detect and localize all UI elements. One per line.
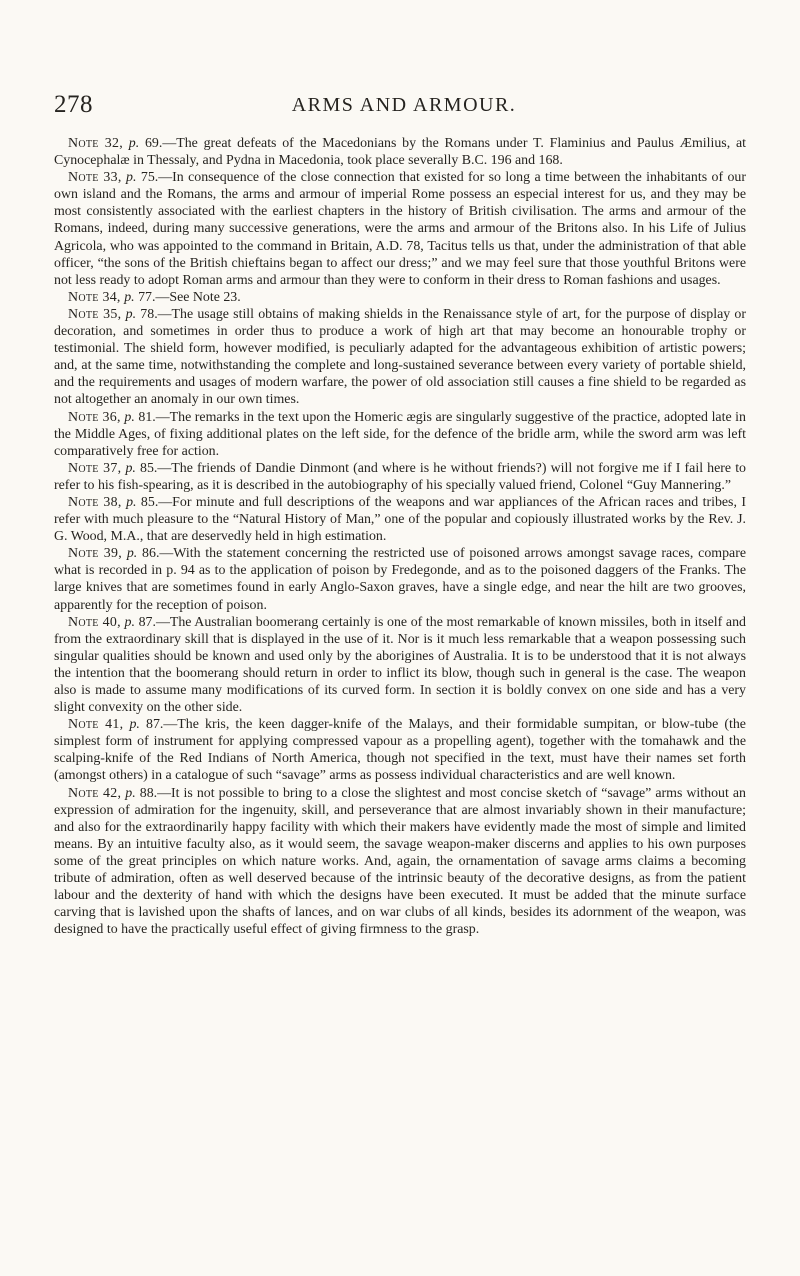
page-ref: p. xyxy=(124,614,135,630)
note-label: Note 42, xyxy=(68,785,122,801)
note-39 xyxy=(54,545,746,613)
running-title: ARMS AND ARMOUR. xyxy=(291,94,517,116)
page-number: 278 xyxy=(54,91,93,118)
note-text: 88.—It is not possible to bring to a close the slightest and most concise sketch of “savage” arms without an expression of admiration for the ingenuity, skill, and perseverance that are almost invariably shown in their manufacture; and also for the extraordinarily happy facility with which their makers have evidently made the most of simple and limited means. By an intuitive faculty also, as it would seem, the savage weapon-maker discerns and applies to his own purposes some of the great principles on which nature works. And, again, the ornamentation of savage arms claims a becoming tribute of admiration, often as well deserved because of the intrinsic beauty of the decorative designs, as from the patient labour and the dexterity of hand with which the designs have been executed. It must be added that the minute surface carving that is lavished upon the shafts of lances, and on war clubs of all kinds, besides its adornment of the weapon, was designed to have the practically useful effect of giving firmness to the grasp. xyxy=(54,785,746,938)
page-ref: p. xyxy=(125,785,136,801)
note-38 xyxy=(54,494,746,545)
note-text: 77.—See Note 23. xyxy=(138,289,241,305)
note-label: Note 41, xyxy=(68,717,124,733)
page-ref: p. xyxy=(126,546,138,562)
note-label: Note 37, xyxy=(68,460,122,476)
note-35 xyxy=(54,306,746,409)
page-ref: p. xyxy=(124,289,135,305)
note-41 xyxy=(54,716,746,784)
page-ref: p. xyxy=(128,136,140,151)
note-text: 87.—The kris, the keen dagger-knife of the Malays, and their formidable sumpitan, or blow-tube (the simplest form of instrument for applying compressed vapour as a propelling agent), together with the tomahawk and the scalping-knife of the Red Indians of North America, though not specified in the text, must have their names set forth (amongst others) in a catalogue of such “savage” arms as possess individual characteristics and are well known. xyxy=(54,717,746,784)
page-ref: p. xyxy=(125,306,137,322)
note-label: Note 33, xyxy=(68,170,122,186)
note-text: 85.—For minute and full descriptions of the weapons and war appliances of the African races and tribes, I refer with much pleasure to the “Natural History of Man,” one of the popular and copiously illustrated works by the Rev. J. G. Wood, M.A., that are deservedly held in high estimation. xyxy=(54,494,746,545)
page-ref: p. xyxy=(124,409,135,425)
note-label: Note 36, xyxy=(68,409,121,425)
note-label: Note 40, xyxy=(68,614,121,630)
note-text: 86.—With the statement concerning the restricted use of poisoned arrows amongst savage races, compare what is recorded in p. 94 as to the application of poison by Fredegonde, and as to the poisoned daggers of the Franks. The large knives that are sometimes found in early Anglo-Saxon graves, have a single edge, and near the hilt are two grooves, apparently for the reception of poison. xyxy=(54,546,746,613)
note-33 xyxy=(54,169,746,289)
page-header xyxy=(54,91,746,123)
note-label: Note 32, xyxy=(68,136,123,151)
notes-body xyxy=(54,135,746,938)
page-ref: p. xyxy=(126,494,137,510)
note-label: Note 35, xyxy=(68,306,122,322)
page-ref: p. xyxy=(129,717,140,733)
note-label: Note 38, xyxy=(68,494,122,510)
page-ref: p. xyxy=(126,170,137,186)
note-text: 81.—The remarks in the text upon the Homeric ægis are singularly suggestive of the practice, adopted late in the Middle Ages, of fixing additional plates on the left side, for the defence of the bridle arm, while the sword arm was left comparatively free for action. xyxy=(54,409,746,459)
note-42 xyxy=(54,785,746,939)
note-text: 87.—The Australian boomerang certainly is one of the most remarkable of known missiles, both in itself and from the extraordinary skill that is displayed in the use of it. Nor is it much less remarkable that a weapon possessing such singular qualities should be known and used only by the aborigines of Australia. It is to be understood that it is not always the intention that the boomerang should return in order to inflict its blow, though such in general is the case. The weapon also is made to assume many modifications of its curved form. In section it is boldly convex on one side and has a very slight convexity on the other side. xyxy=(54,614,746,716)
note-40 xyxy=(54,614,746,717)
note-36 xyxy=(54,409,746,460)
note-37 xyxy=(54,460,746,494)
note-label: Note 39, xyxy=(68,546,123,562)
note-34 xyxy=(54,289,746,306)
note-32 xyxy=(54,135,746,169)
note-text: 85.—The friends of Dandie Dinmont (and where is he without friends?) will not forgive me if I fail here to refer to his fish-spearing, as it is described in the autobiography of his specially valued friend, Colonel “Guy Mannering.” xyxy=(54,460,746,493)
note-text: 69.—The great defeats of the Macedonians by the Romans under T. Flaminius and Paulus Æmilius, at Cynocephalæ in Thessaly, and Pydna in Macedonia, took place severally B.C. 196 and 168. xyxy=(54,136,746,169)
page-ref: p. xyxy=(125,460,136,476)
note-text: 75.—In consequence of the close connection that existed for so long a time between the inhabitants of our own island and the Romans, the arms and armour of imperial Rome possess an especial interest for us, and they may be most consistently associated with the earliest chapters in the history of British civilisation. The arms and armour of the Romans, indeed, during many successive generations, were the arms and armour of the Britons also. In his Life of Julius Agricola, who was appointed to the command in Britain, A.D. 78, Tacitus tells us that, under the administration of that able officer, “the sons of the British chieftains began to affect our dress;” and we may feel sure that those youthful Britons were not less ready to adopt Roman arms and armour than they were to conform in their dress to Roman fashions and usages. xyxy=(54,170,746,288)
note-label: Note 34, xyxy=(68,289,121,305)
note-text: 78.—The usage still obtains of making shields in the Renaissance style of art, for the purpose of display or decoration, and sometimes in order thus to produce a work of high art that may become an honourable trophy or testimonial. The shield form, however modified, is peculiarly adapted for the advantageous exhibition of artistic powers; and, at the same time, notwithstanding the complete and long-sustained severance between every variety of portable shield, and the requirements and usages of modern warfare, the power of old association still causes a fine shield to be regarded as not altogether an anomaly in our own times. xyxy=(54,306,746,408)
